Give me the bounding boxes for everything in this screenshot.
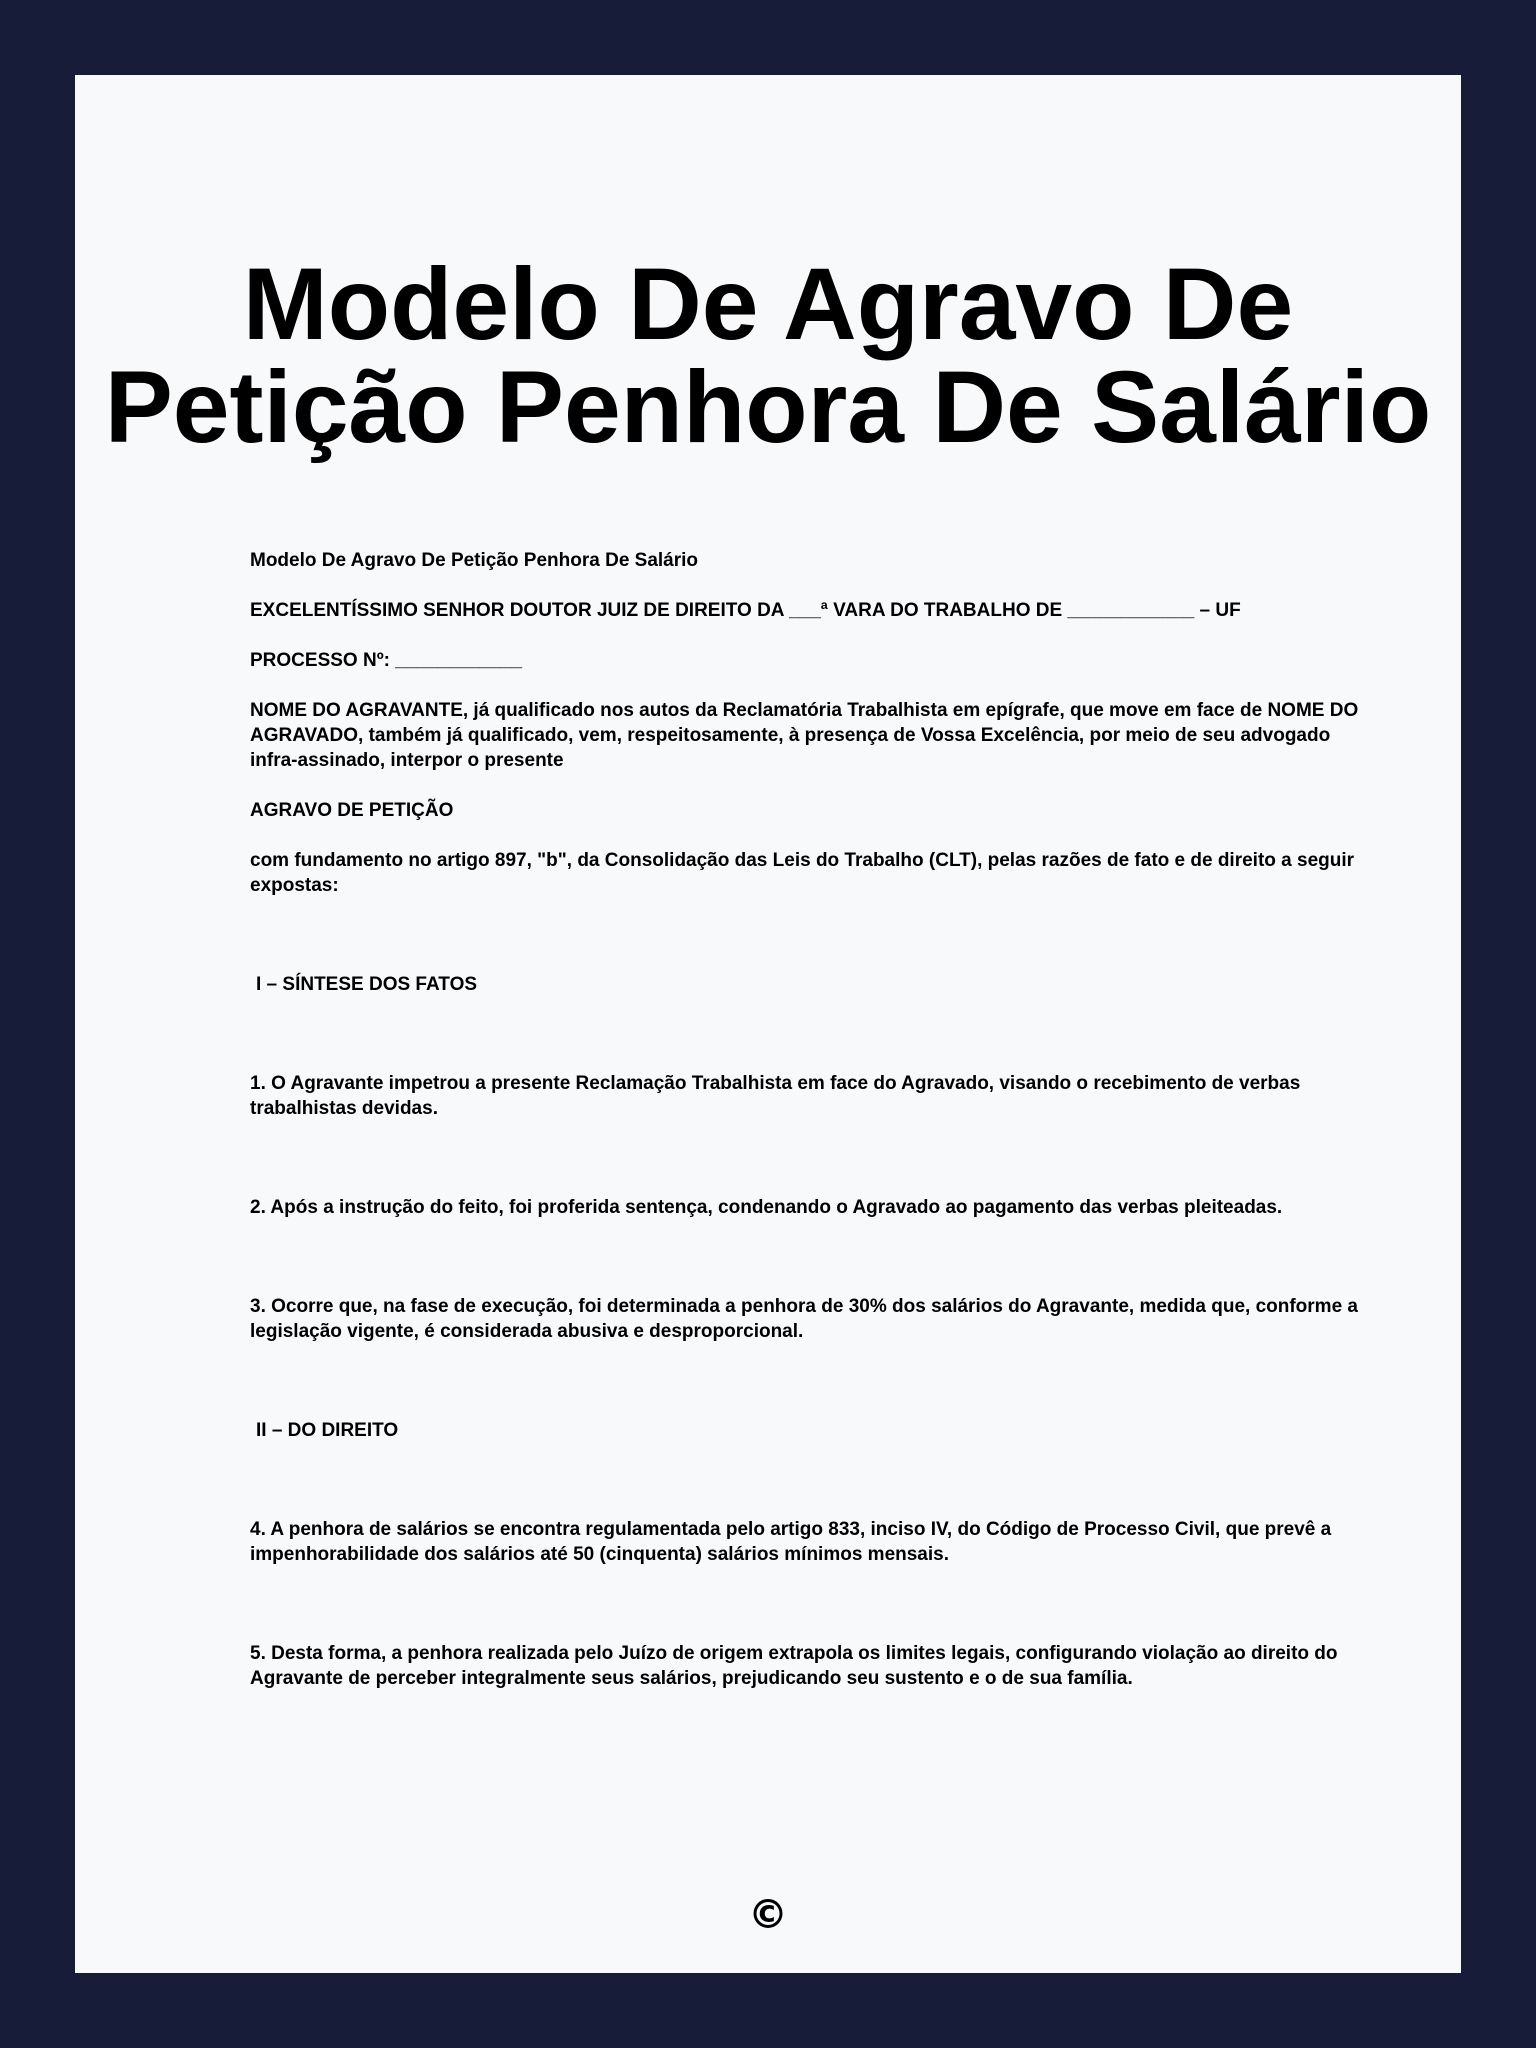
section-heading-facts: I – SÍNTESE DOS FATOS bbox=[256, 974, 478, 995]
paragraph-1: 1. O Agravante impetrou a presente Reclamação Trabalhista em face do Agravado, visando o recebimento de verbas trabalhistas devidas. bbox=[250, 1073, 1306, 1119]
paragraph-2: 2. Após a instrução do feito, foi proferida sentença, condenando o Agravado ao pagamento das verbas pleiteadas. bbox=[250, 1197, 1283, 1218]
petition-intro: NOME DO AGRAVANTE, já qualificado nos autos da Reclamatória Trabalhista em epígrafe, que move em face de NOME DO AGRAVADO, também já qualificado, vem, respeitosamente, à presença de Vossa Excelência, por meio de seu advogado infra-assinado, interpor o presente bbox=[250, 700, 1363, 771]
document-page bbox=[75, 75, 1461, 1973]
title-line-1: Modelo De Agravo De bbox=[242, 247, 1294, 361]
process-number: PROCESSO Nº: ____________ bbox=[250, 650, 523, 671]
copyright-icon: © bbox=[748, 1892, 788, 1938]
paragraph-3: 3. Ocorre que, na fase de execução, foi determinada a penhora de 30% dos salários do Agravante, medida que, conforme a legislação vigente, é considerada abusiva e desproporcional. bbox=[250, 1296, 1364, 1342]
legal-basis: com fundamento no artigo 897, "b", da Consolidação das Leis do Trabalho (CLT), pelas razões de fato e de direito a seguir expostas: bbox=[250, 850, 1360, 896]
document-body bbox=[250, 548, 1365, 1716]
body-subtitle: Modelo De Agravo De Petição Penhora De Salário bbox=[250, 550, 699, 571]
paragraph-5: 5. Desta forma, a penhora realizada pelo Juízo de origem extrapola os limites legais, configurando violação ao direito do Agravante de perceber integralmente seus salários, prejudicando seu sustento e o de sua família. bbox=[250, 1643, 1343, 1689]
paragraph-4: 4. A penhora de salários se encontra regulamentada pelo artigo 833, inciso IV, do Código de Processo Civil, que prevê a impenhorabilidade dos salários até 50 (cinquenta) salários mínimos mensais. bbox=[250, 1519, 1337, 1565]
title-line-2: Petição Penhora De Salário bbox=[104, 350, 1432, 464]
document-title bbox=[75, 247, 1461, 464]
court-address: EXCELENTÍSSIMO SENHOR DOUTOR JUIZ DE DIREITO DA ___ª VARA DO TRABALHO DE ____________ – UF bbox=[250, 600, 1241, 621]
section-heading-law: II – DO DIREITO bbox=[256, 1420, 399, 1441]
petition-type: AGRAVO DE PETIÇÃO bbox=[250, 800, 454, 821]
